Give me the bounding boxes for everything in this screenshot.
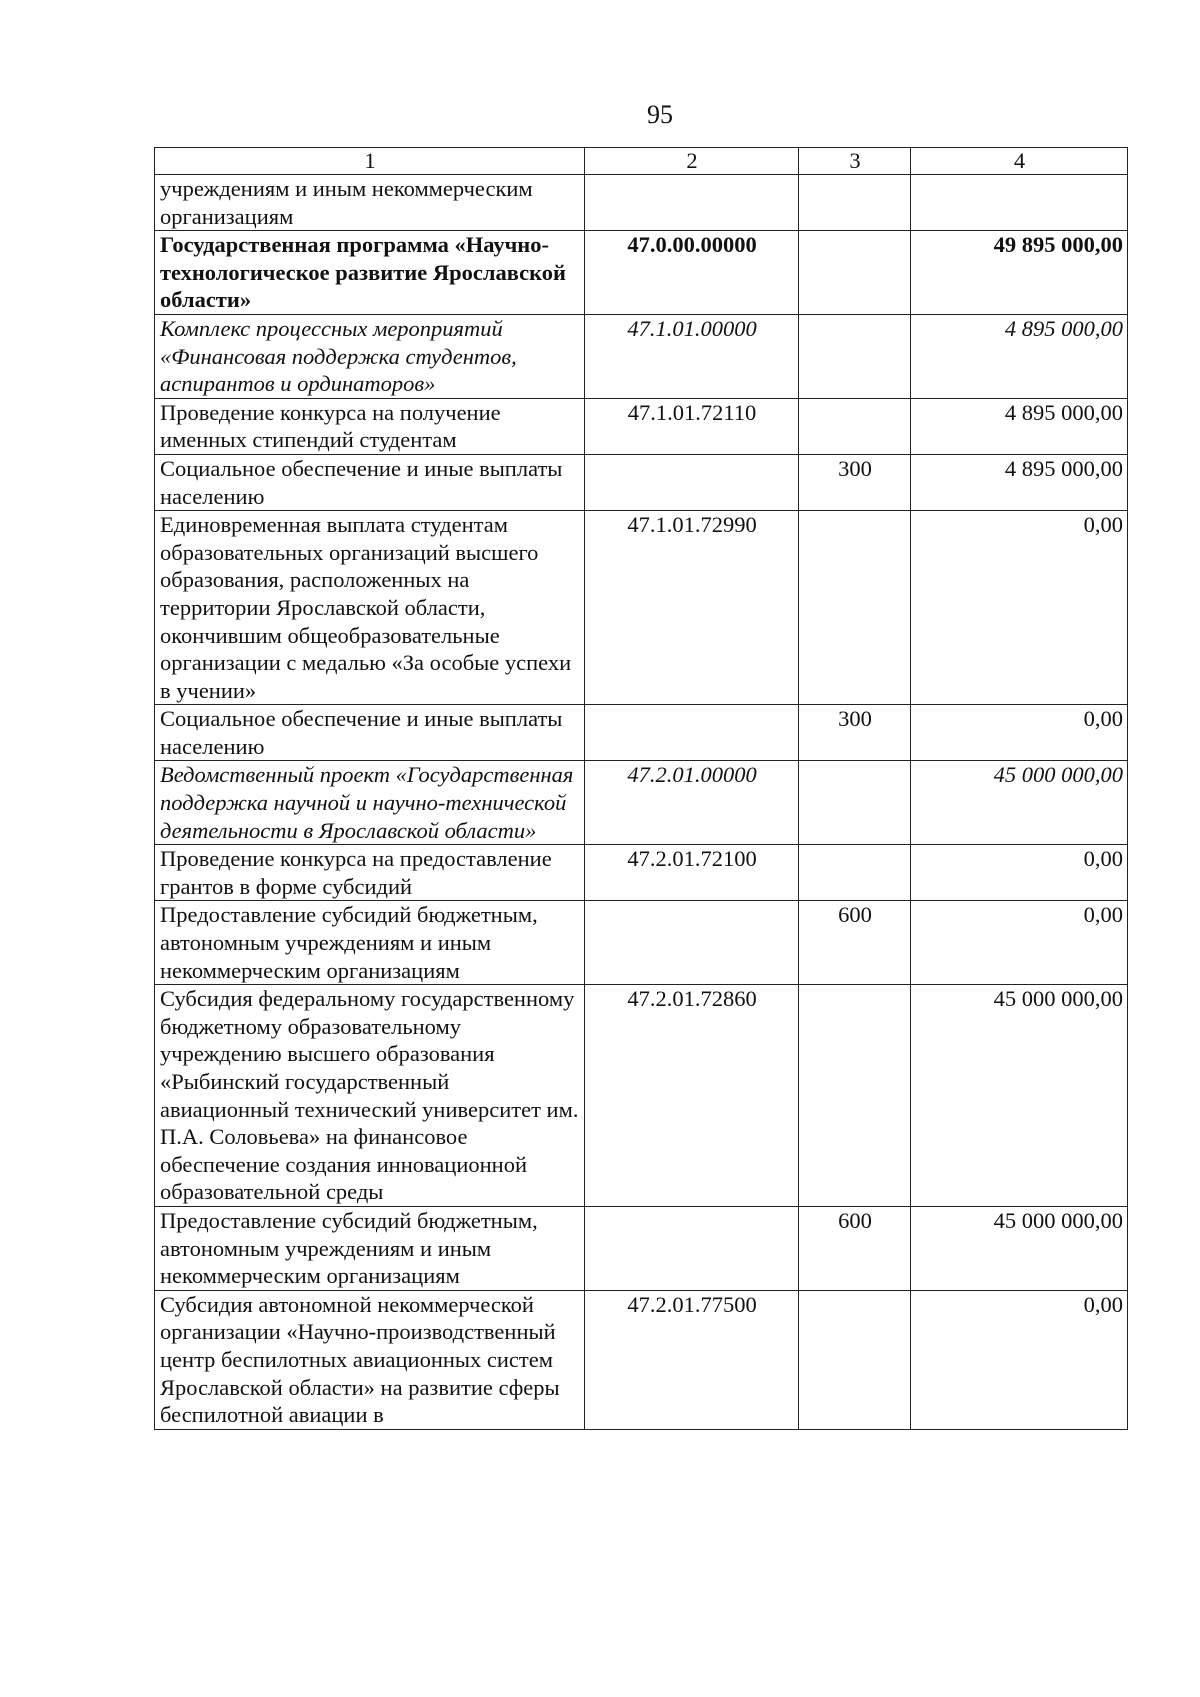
row-sum-cell: 45 000 000,00	[911, 761, 1128, 845]
row-sum-cell: 4 895 000,00	[911, 314, 1128, 398]
table-row	[155, 705, 1128, 761]
page-number: 95	[647, 100, 673, 129]
row-code-cell: 47.1.01.00000	[585, 314, 799, 398]
row-name-cell: Субсидия автономной некоммерческой организации «Научно-производственный центр беспилотных авиационных систем Ярославской области» на развитие сферы беспилотной авиации в	[155, 1290, 585, 1429]
row-kind-cell: 600	[799, 1206, 911, 1290]
row-sum-cell: 4 895 000,00	[911, 454, 1128, 510]
row-name-cell: Социальное обеспечение и иные выплаты населению	[155, 705, 585, 761]
row-name-cell: Предоставление субсидий бюджетным, автономным учреждениям и иным некоммерческим организациям	[155, 901, 585, 985]
row-code-cell	[585, 901, 799, 985]
table-row	[155, 1206, 1128, 1290]
row-kind-cell	[799, 398, 911, 454]
row-name-cell: Предоставление субсидий бюджетным, автономным учреждениям и иным некоммерческим организациям	[155, 1206, 585, 1290]
row-code-cell: 47.0.00.00000	[585, 231, 799, 315]
row-code-cell	[585, 175, 799, 231]
budget-table	[154, 147, 1128, 1430]
row-kind-cell	[799, 511, 911, 705]
row-name-cell: Социальное обеспечение и иные выплаты населению	[155, 454, 585, 510]
row-kind-cell	[799, 845, 911, 901]
row-kind-cell	[799, 231, 911, 315]
row-kind-cell	[799, 175, 911, 231]
row-code-cell: 47.2.01.72100	[585, 845, 799, 901]
row-sum-cell: 49 895 000,00	[911, 231, 1128, 315]
row-kind-cell: 600	[799, 901, 911, 985]
header-row	[155, 148, 1128, 175]
table-row	[155, 231, 1128, 315]
row-code-cell: 47.1.01.72990	[585, 511, 799, 705]
row-kind-cell	[799, 314, 911, 398]
table-row	[155, 314, 1128, 398]
row-code-cell	[585, 1206, 799, 1290]
row-code-cell: 47.1.01.72110	[585, 398, 799, 454]
row-code-cell	[585, 454, 799, 510]
row-sum-cell	[911, 175, 1128, 231]
row-sum-cell: 0,00	[911, 1290, 1128, 1429]
table-row	[155, 511, 1128, 705]
row-kind-cell	[799, 985, 911, 1207]
row-sum-cell: 0,00	[911, 705, 1128, 761]
row-name-cell: Ведомственный проект «Государственная поддержка научной и научно-технической деятельности в Ярославской области»	[155, 761, 585, 845]
table-row	[155, 985, 1128, 1207]
row-name-cell: Единовременная выплата студентам образовательных организаций высшего образования, расположенных на территории Ярославской области, окончившим общеобразовательные организации с медалью «За особые успехи в учении»	[155, 511, 585, 705]
row-name-cell: Комплекс процессных мероприятий «Финансовая поддержка студентов, аспирантов и ординаторов»	[155, 314, 585, 398]
table-row	[155, 901, 1128, 985]
header-cell-4: 4	[911, 148, 1128, 175]
row-kind-cell	[799, 761, 911, 845]
row-sum-cell: 0,00	[911, 511, 1128, 705]
row-code-cell	[585, 705, 799, 761]
header-cell-2: 2	[585, 148, 799, 175]
row-kind-cell	[799, 1290, 911, 1429]
row-name-cell: Проведение конкурса на предоставление грантов в форме субсидий	[155, 845, 585, 901]
row-sum-cell: 4 895 000,00	[911, 398, 1128, 454]
row-kind-cell: 300	[799, 454, 911, 510]
row-code-cell: 47.2.01.00000	[585, 761, 799, 845]
row-name-cell: Государственная программа «Научно-технологическое развитие Ярославской области»	[155, 231, 585, 315]
row-name-cell: учреждениям и иным некоммерческим организациям	[155, 175, 585, 231]
row-name-cell: Проведение конкурса на получение именных стипендий студентам	[155, 398, 585, 454]
row-sum-cell: 0,00	[911, 901, 1128, 985]
table-row	[155, 175, 1128, 231]
table-row	[155, 454, 1128, 510]
row-sum-cell: 0,00	[911, 845, 1128, 901]
table-row	[155, 398, 1128, 454]
header-cell-1: 1	[155, 148, 585, 175]
row-code-cell: 47.2.01.72860	[585, 985, 799, 1207]
row-name-cell: Субсидия федеральному государственному бюджетному образовательному учреждению высшего образования «Рыбинский государственный авиационный технический университет им. П.А. Соловьева» на финансовое обеспечение создания инновационной образовательной среды	[155, 985, 585, 1207]
row-sum-cell: 45 000 000,00	[911, 1206, 1128, 1290]
table-row	[155, 845, 1128, 901]
row-code-cell: 47.2.01.77500	[585, 1290, 799, 1429]
row-sum-cell: 45 000 000,00	[911, 985, 1128, 1207]
header-cell-3: 3	[799, 148, 911, 175]
row-kind-cell: 300	[799, 705, 911, 761]
table-row	[155, 761, 1128, 845]
table-row	[155, 1290, 1128, 1429]
